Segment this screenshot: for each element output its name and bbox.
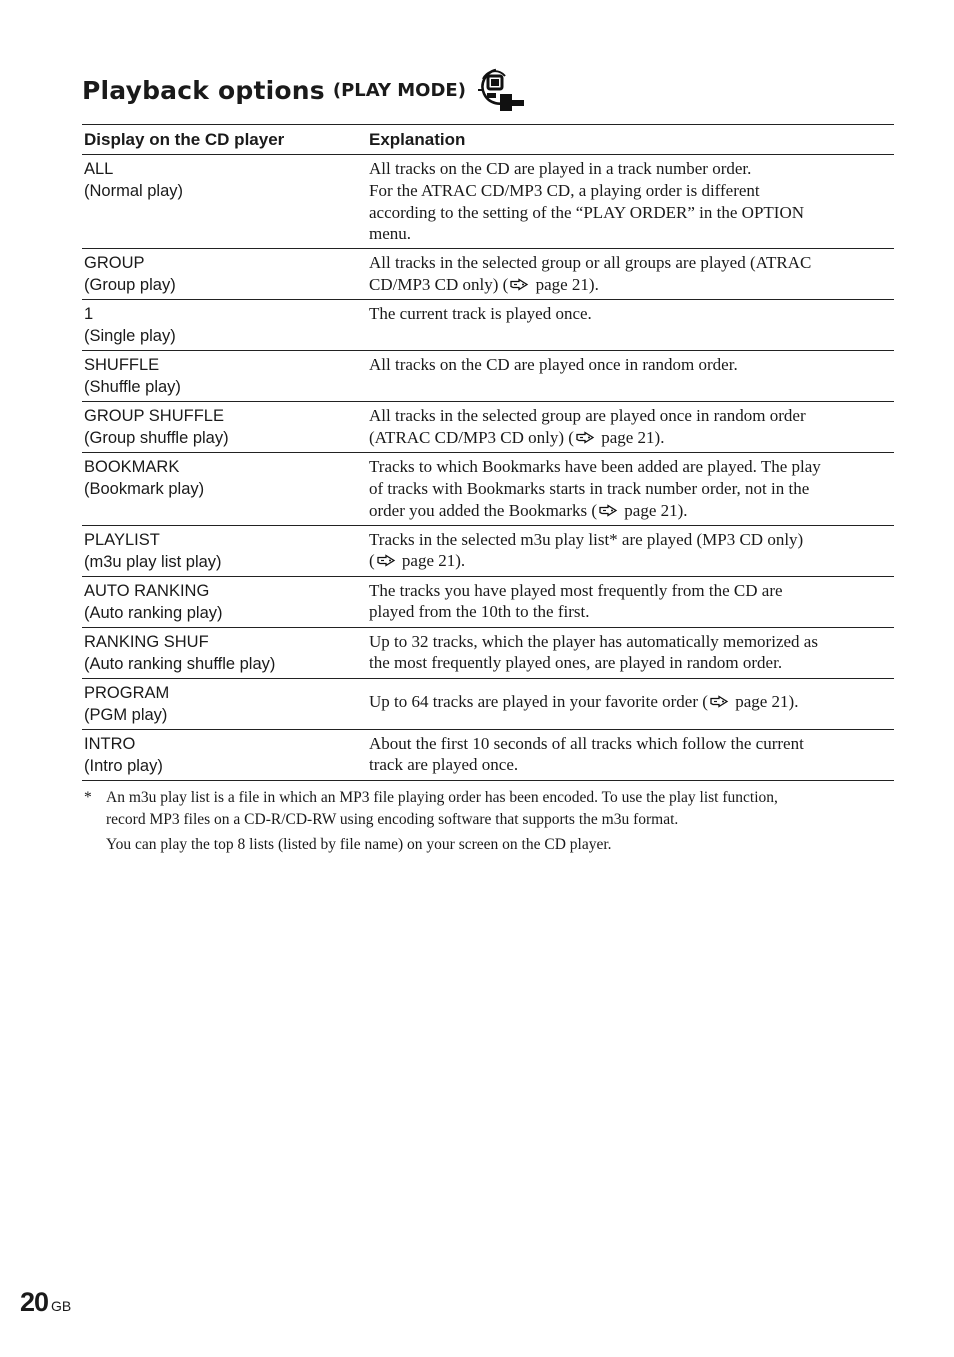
explanation-text: Up to 64 tracks are played in your favorite order ( [369, 692, 708, 712]
explanation-cell [367, 249, 894, 300]
page-reference-icon [376, 553, 396, 568]
explanation-text: page 21). [531, 274, 599, 294]
explanation-text: track are played once. [369, 755, 519, 775]
page-reference-icon [575, 430, 595, 445]
page-number [20, 1287, 71, 1318]
play-mode-table [82, 124, 894, 781]
display-code: PLAYLIST [84, 530, 160, 549]
explanation-text: of tracks with Bookmarks starts in track number order, not in the [369, 478, 810, 498]
explanation-line [369, 354, 892, 376]
explanation-line [369, 158, 892, 180]
display-cell [82, 576, 367, 627]
page-heading [82, 64, 526, 108]
display-description: (Group shuffle play) [84, 429, 229, 448]
table-row [82, 300, 894, 351]
explanation-line [369, 223, 892, 245]
table-row [82, 249, 894, 300]
display-cell [82, 402, 367, 453]
explanation-line [369, 252, 892, 274]
explanation-line [369, 456, 892, 478]
display-code: ALL [84, 160, 114, 178]
table-row [82, 678, 894, 729]
display-description: (Intro play) [84, 756, 163, 775]
display-description: (Group play) [84, 276, 176, 295]
page-subtitle: (PLAY MODE) [332, 80, 466, 101]
display-code: RANKING SHUF [84, 632, 209, 651]
explanation-cell [367, 525, 894, 576]
table-row [82, 729, 894, 780]
explanation-line [369, 733, 892, 755]
footnote-marker: * [84, 789, 92, 806]
explanation-line [369, 180, 892, 202]
display-description: (PGM play) [84, 705, 168, 724]
explanation-text: The current track is played once. [369, 304, 592, 324]
explanation-text: played from the 10th to the first. [369, 602, 590, 622]
display-cell [82, 453, 367, 525]
page-region: GB [51, 1298, 72, 1314]
page-reference-icon [509, 277, 529, 292]
table-row [82, 402, 894, 453]
explanation-line [369, 274, 892, 296]
table-row [82, 453, 894, 525]
display-cell [82, 678, 367, 729]
display-code: PROGRAM [84, 683, 170, 702]
table-row [82, 576, 894, 627]
table-header-row [82, 125, 894, 155]
display-description: (Normal play) [84, 182, 184, 200]
explanation-text: page 21). [620, 500, 688, 520]
display-cell [82, 300, 367, 351]
explanation-line [369, 529, 892, 551]
header-display: Display on the CD player [82, 125, 367, 155]
explanation-text: Up to 32 tracks, which the player has automatically memorized as [369, 631, 818, 651]
display-description: (m3u play list play) [84, 552, 222, 571]
explanation-text: ( [369, 551, 375, 571]
explanation-line [369, 478, 892, 500]
explanation-text: All tracks on the CD are played once in random order. [369, 355, 738, 375]
explanation-line [369, 691, 892, 713]
explanation-line [369, 303, 892, 325]
header-explanation: Explanation [367, 125, 894, 155]
explanation-text: For the ATRAC CD/MP3 CD, a playing order is different [369, 180, 760, 200]
explanation-line [369, 405, 892, 427]
explanation-line [369, 601, 892, 623]
explanation-text: Tracks to which Bookmarks have been added are played. The play [369, 457, 821, 477]
page-title: Playback options [82, 76, 325, 105]
explanation-text: About the first 10 seconds of all tracks which follow the current [369, 733, 804, 753]
display-description: (Single play) [84, 327, 176, 346]
play-mode-knob-icon [474, 68, 526, 112]
explanation-text: page 21). [596, 427, 665, 447]
display-cell [82, 627, 367, 678]
explanation-line [369, 427, 892, 449]
explanation-line [369, 202, 892, 224]
display-code: AUTO RANKING [84, 581, 210, 600]
explanation-line [369, 754, 892, 776]
explanation-text: All tracks in the selected group or all groups are played (ATRAC [369, 253, 812, 273]
explanation-line [369, 631, 892, 653]
explanation-text: The tracks you have played most frequently from the CD are [369, 580, 783, 600]
display-code: GROUP [84, 254, 145, 273]
table-row [82, 525, 894, 576]
explanation-text: menu. [369, 224, 412, 244]
explanation-text: Tracks in the selected m3u play list* are played (MP3 CD only) [369, 529, 804, 549]
page-reference-icon [598, 503, 618, 518]
explanation-text: page 21). [730, 692, 799, 712]
explanation-cell [367, 678, 894, 729]
footnote-line: record MP3 files on a CD-R/CD-RW using encoding software that supports the m3u format. [106, 810, 679, 828]
explanation-text: CD/MP3 CD only) ( [369, 274, 509, 294]
explanation-cell [367, 300, 894, 351]
display-description: (Shuffle play) [84, 378, 181, 397]
explanation-text: order you added the Bookmarks ( [369, 500, 598, 520]
display-cell [82, 155, 367, 249]
display-description: (Bookmark play) [84, 480, 205, 499]
explanation-cell [367, 351, 894, 402]
display-cell [82, 351, 367, 402]
explanation-line [369, 550, 892, 572]
display-code: GROUP SHUFFLE [84, 407, 224, 426]
explanation-cell [367, 402, 894, 453]
footnote [84, 787, 884, 856]
explanation-text: page 21). [397, 551, 466, 571]
display-code: BOOKMARK [84, 458, 180, 477]
display-cell [82, 249, 367, 300]
display-cell [82, 525, 367, 576]
explanation-text: All tracks on the CD are played in a track number order. [369, 159, 752, 178]
explanation-text: (ATRAC CD/MP3 CD only) ( [369, 427, 574, 447]
explanation-cell [367, 576, 894, 627]
explanation-cell [367, 453, 894, 525]
display-description: (Auto ranking shuffle play) [84, 654, 276, 673]
explanation-line [369, 652, 892, 674]
display-code: SHUFFLE [84, 356, 160, 375]
footnote-extra: You can play the top 8 lists (listed by file name) on your screen on the CD player. [106, 836, 612, 853]
table-row [82, 351, 894, 402]
explanation-text: All tracks in the selected group are played once in random order [369, 406, 806, 426]
explanation-line [369, 500, 892, 522]
explanation-cell [367, 729, 894, 780]
display-description: (Auto ranking play) [84, 603, 223, 622]
table-row [82, 627, 894, 678]
display-code: INTRO [84, 734, 136, 753]
explanation-cell [367, 627, 894, 678]
page-reference-icon [709, 694, 729, 709]
explanation-text: according to the setting of the “PLAY ORDER” in the OPTION [369, 202, 805, 222]
page-number-value: 20 [20, 1287, 49, 1317]
table-row [82, 155, 894, 249]
explanation-text: the most frequently played ones, are played in random order. [369, 653, 783, 673]
display-cell [82, 729, 367, 780]
display-code: 1 [84, 305, 94, 324]
footnote-line: An m3u play list is a file in which an MP3 file playing order has been encoded. To use the play list function, [106, 789, 778, 806]
explanation-cell [367, 155, 894, 249]
explanation-line [369, 580, 892, 602]
